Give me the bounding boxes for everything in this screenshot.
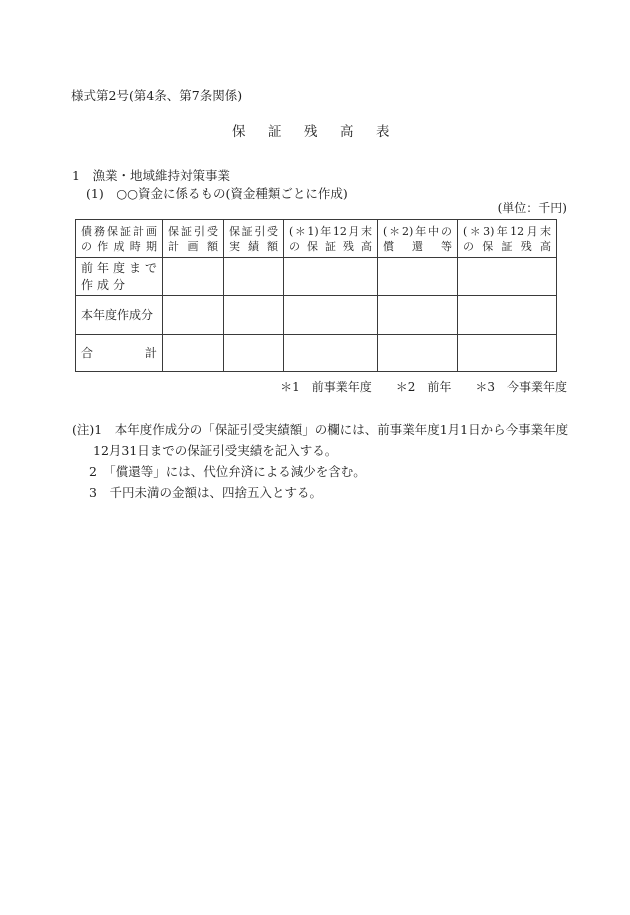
table-cell [224,335,284,372]
table-cell [458,335,557,372]
column-header-line: 償還等 [383,239,452,253]
table-cell [163,335,224,372]
form-number: 様式第2号(第4条、第7条関係) [71,88,243,103]
column-header-line: の保証残高 [463,239,551,253]
column-header-line: 実績額 [229,239,278,253]
column-header-balance-dec-current [458,220,557,258]
table-row-prev-years [76,258,557,296]
table-cell [224,296,284,335]
column-header-actual-amount [224,220,284,258]
column-header-line: の保証残高 [289,239,372,253]
table-cell [378,335,458,372]
row-label-line: 作成分 [81,277,130,292]
column-header-line: 計画額 [168,239,218,253]
row-label-prev-years [76,258,163,296]
table-cell [284,258,378,296]
table-cell [458,258,557,296]
table-cell [163,296,224,335]
column-header-line: 保証引受 [168,224,218,238]
row-label-current-year [76,296,163,335]
column-header-planned-amount [163,220,224,258]
table-header-row [76,220,557,258]
row-label-line: 合計 [81,345,157,360]
document-title: 保 証 残 高 表 [232,124,394,140]
table-cell [458,296,557,335]
column-header-plan-period [76,220,163,258]
note-line: 12月31日までの保証引受実績を記入する。 [93,443,338,458]
table-cell [378,296,458,335]
unit-label: (単位：千円) [497,201,567,215]
column-header-line: の作成時期 [81,239,157,253]
column-header-redemption [378,220,458,258]
column-header-line: 債務保証計画 [81,224,157,238]
row-label-total [76,335,163,372]
subsection-heading: (1) ○○資金に係るもの(資金種類ごとに作成) [86,186,348,201]
column-header-line: (＊3)年12月末 [463,224,551,238]
table-cell [163,258,224,296]
table-cell [378,258,458,296]
column-header-line: (＊1)年12月末 [289,224,372,238]
table-cell [284,335,378,372]
table-row-current-year [76,296,557,335]
column-header-balance-dec-prev [284,220,378,258]
note-line: 2 「償還等」には、代位弁済による減少を含む。 [89,464,366,479]
table-cell [284,296,378,335]
note-line: 3 千円未満の金額は、四捨五入とする。 [89,485,322,500]
guarantee-balance-table [75,219,557,372]
table-row-total [76,335,557,372]
column-header-line: 保証引受 [229,224,278,238]
asterisk-legend: ＊1 前事業年度 ＊2 前年 ＊3 今事業年度 [280,380,567,394]
section-heading: 1 漁業・地域維持対策事業 [72,168,230,183]
table-cell [224,258,284,296]
column-header-line: (＊2)年中の [383,224,452,238]
row-label-line: 前年度まで [81,260,157,275]
notes-block [72,419,568,503]
note-line: (注)1 本年度作成分の「保証引受実績額」の欄には、前事業年度1月1日から今事業年度 [72,422,569,437]
row-label-line: 本年度作成分 [81,307,154,322]
